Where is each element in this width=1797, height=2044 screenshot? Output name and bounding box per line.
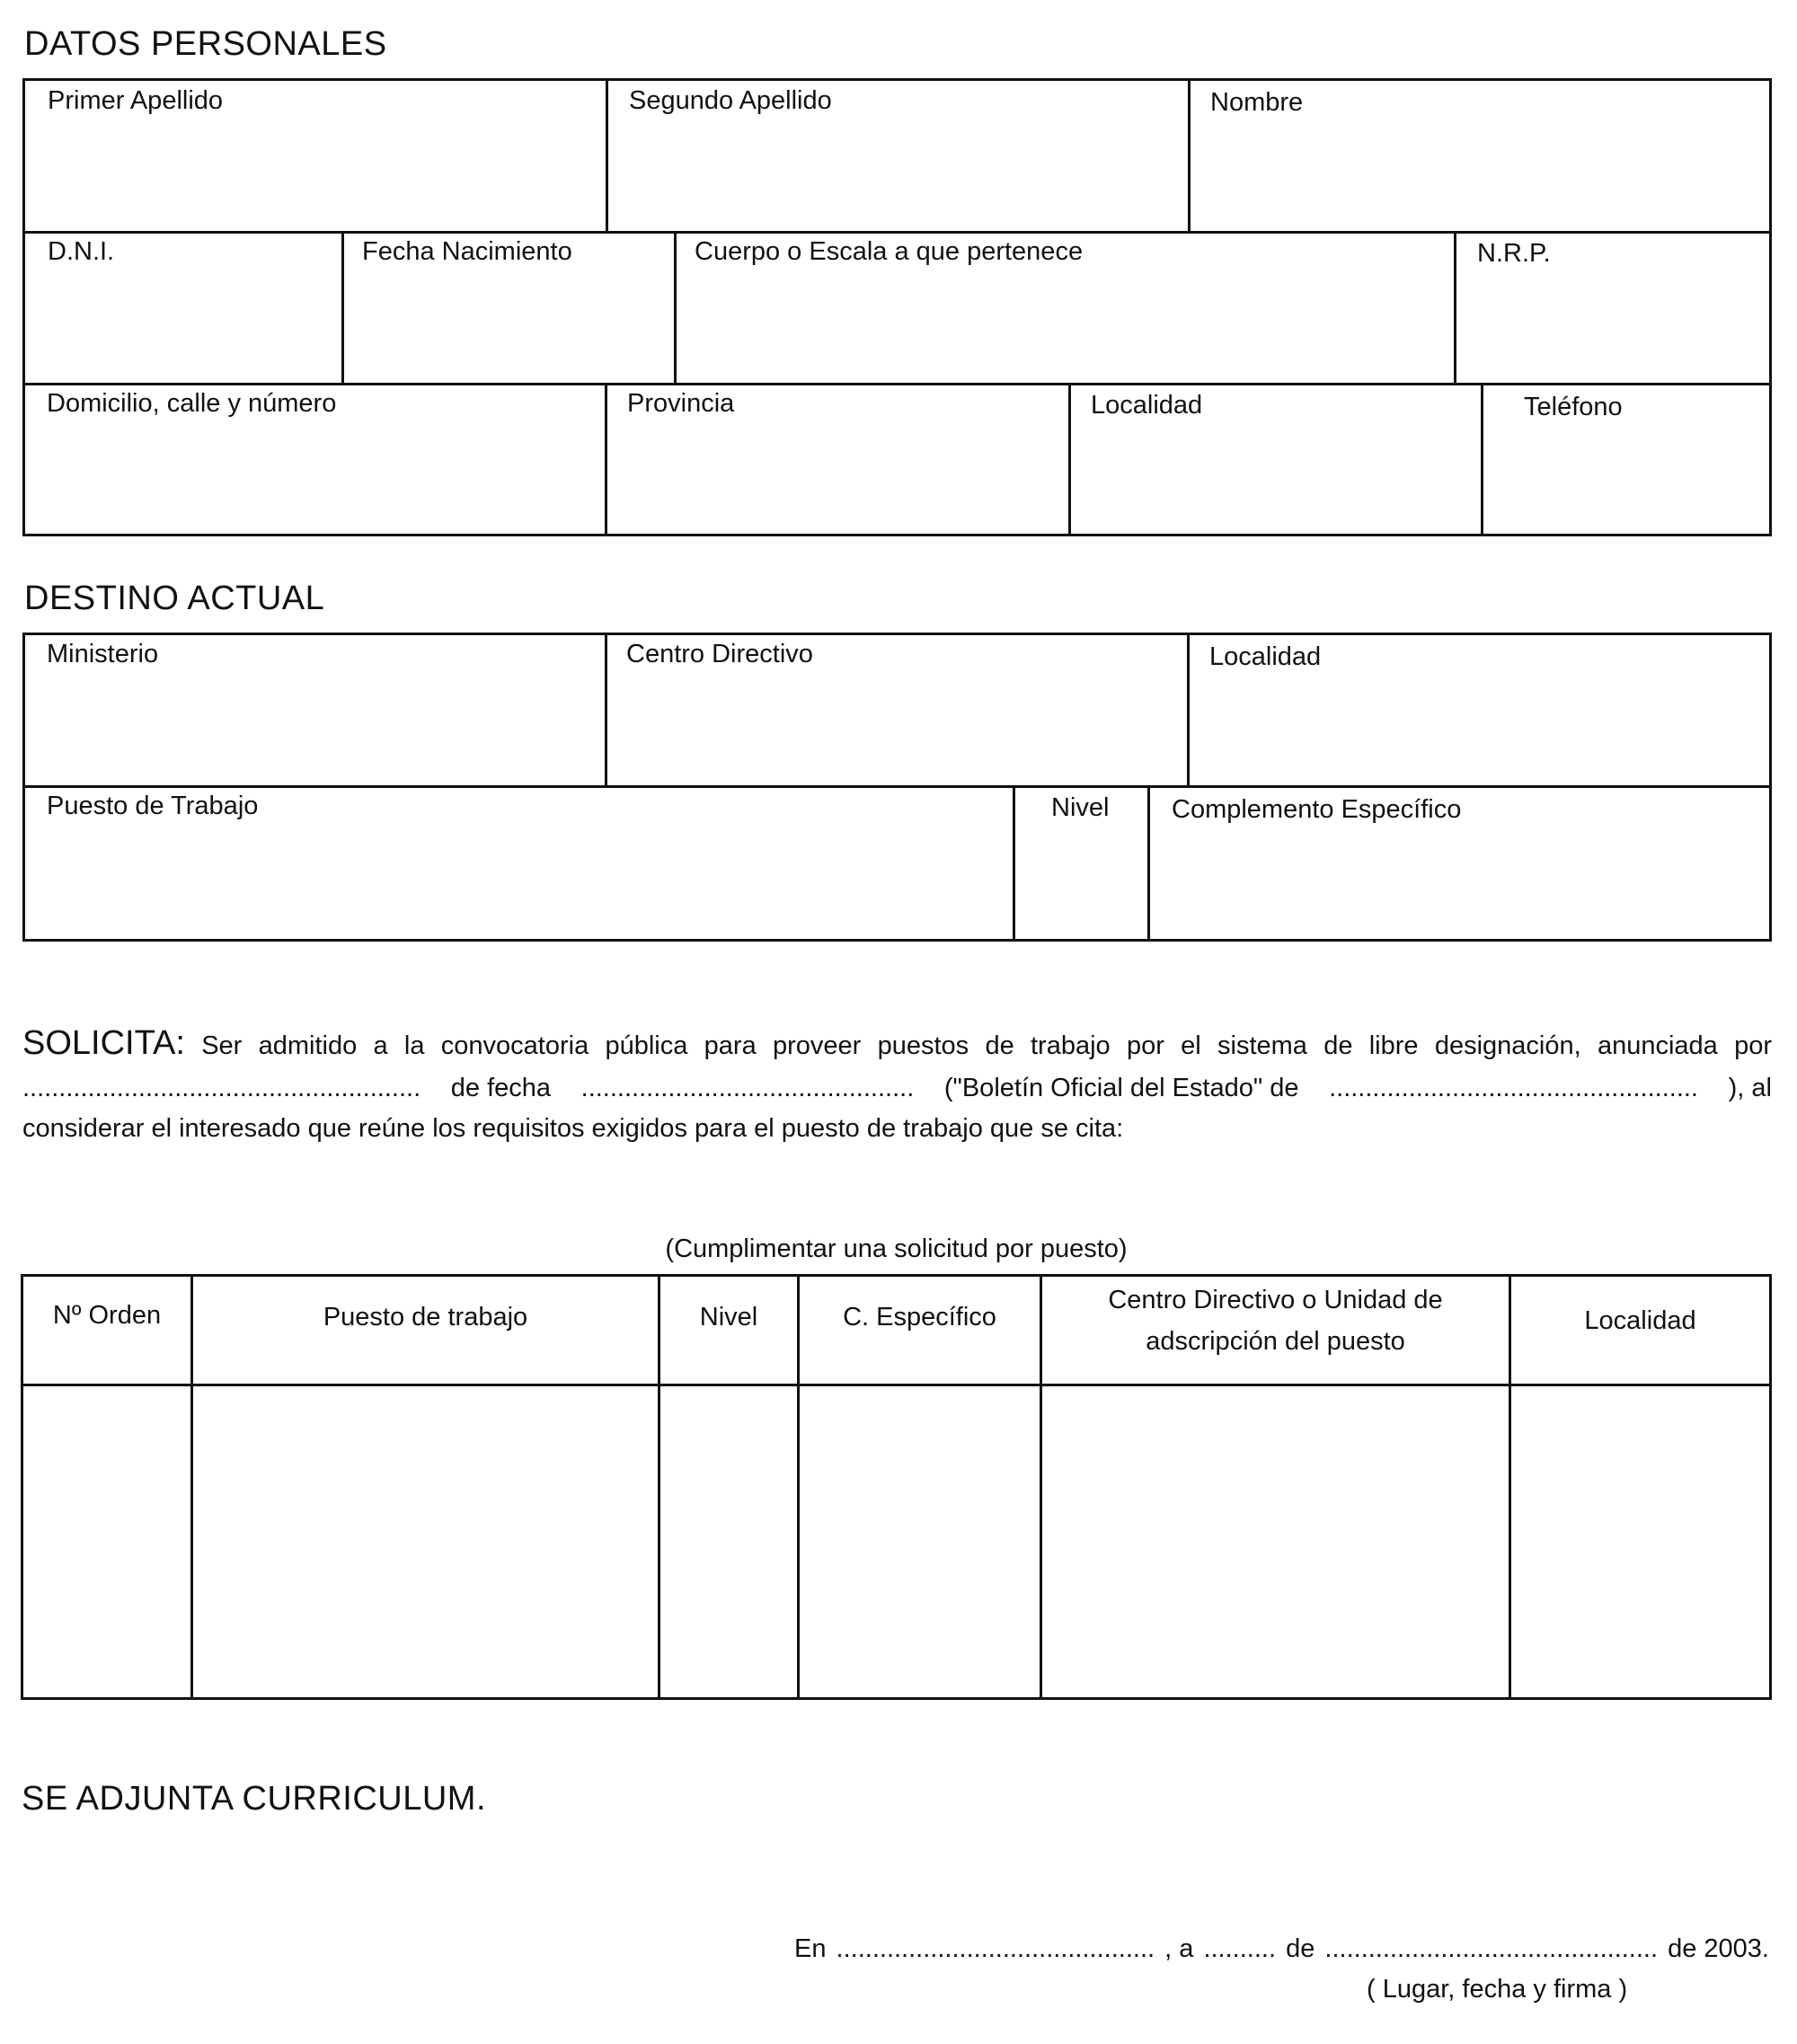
primer-apellido-label: Primer Apellido (48, 86, 224, 115)
provincia-field[interactable] (607, 385, 1068, 536)
solicita-line1 (22, 1022, 1772, 1067)
firma-caption: ( Lugar, fecha y firma ) (1367, 1975, 1628, 2004)
orden-input[interactable] (23, 1386, 190, 1697)
table-caption: (Cumplimentar una solicitud por puesto) (665, 1234, 1128, 1263)
puesto-input[interactable] (193, 1386, 658, 1697)
localidad-input[interactable] (1511, 1386, 1769, 1697)
especifico-input[interactable] (800, 1386, 1040, 1697)
nombre-label: Nombre (1210, 88, 1304, 117)
solicita-text: Ser admitido a la convocatoria pública para proveer puestos de trabajo por el sistema de libre designación, anunciada por (201, 1031, 1772, 1060)
centro-directivo-label: Centro Directivo (626, 640, 813, 668)
header-centro (1042, 1279, 1509, 1362)
puesto-trabajo-field[interactable] (25, 788, 1013, 939)
datos-personales-box (22, 78, 1772, 536)
fecha-blank[interactable]: .............................................. (580, 1074, 915, 1102)
mes-blank[interactable]: .............................................. (1324, 1934, 1659, 1963)
puestos-table (21, 1274, 1772, 1700)
anunciada-por-blank[interactable]: ....................................................... (22, 1074, 421, 1102)
a-text: , a (1164, 1934, 1194, 1963)
destino-actual-heading: DESTINO ACTUAL (24, 580, 325, 617)
header-nivel: Nivel (699, 1303, 758, 1332)
domicilio-field[interactable] (25, 385, 605, 536)
adjunta-curriculum: SE ADJUNTA CURRICULUM. (22, 1780, 487, 1818)
header-especifico: C. Específico (843, 1303, 996, 1332)
puesto-trabajo-label: Puesto de Trabajo (47, 792, 259, 820)
cuerpo-escala-label: Cuerpo o Escala a que pertenece (695, 237, 1084, 266)
fecha-nacimiento-label: Fecha Nacimiento (362, 237, 572, 266)
nivel-input[interactable] (660, 1386, 797, 1697)
localidad-label: Localidad (1091, 391, 1203, 420)
complemento-especifico-label: Complemento Específico (1172, 795, 1462, 824)
de-text: de (1286, 1934, 1315, 1963)
dia-blank[interactable]: .......... (1203, 1934, 1277, 1963)
cuerpo-escala-field[interactable] (677, 234, 1454, 383)
solicita-line2 (22, 1067, 1772, 1110)
nivel-field[interactable] (1015, 788, 1147, 939)
ministerio-label: Ministerio (47, 640, 159, 668)
solicita-line3: considerar el interesado que reúne los requisitos exigidos para el puesto de trabajo que se cita: (22, 1114, 1124, 1143)
fecha-nacimiento-field[interactable] (344, 234, 674, 383)
lugar-blank[interactable]: ............................................ (836, 1934, 1155, 1963)
primer-apellido-field[interactable] (25, 81, 606, 231)
nrp-label: N.R.P. (1477, 239, 1551, 268)
telefono-field[interactable] (1483, 385, 1769, 536)
provincia-label: Provincia (627, 389, 735, 418)
boe-text: ("Boletín Oficial del Estado" de (943, 1074, 1299, 1102)
header-centro-line1: Centro Directivo o Unidad de (1108, 1286, 1443, 1314)
destino-localidad-field[interactable] (1190, 635, 1769, 785)
dni-field[interactable] (25, 234, 341, 383)
centro-input[interactable] (1042, 1386, 1509, 1697)
solicita-word: SOLICITA: (22, 1024, 185, 1062)
en-text: En (794, 1934, 827, 1963)
domicilio-label: Domicilio, calle y número (47, 389, 337, 418)
de-fecha-text: de fecha (450, 1074, 552, 1102)
header-puesto: Puesto de trabajo (323, 1303, 528, 1332)
ministerio-field[interactable] (25, 635, 605, 785)
localidad-field[interactable] (1071, 385, 1481, 536)
firma-line (794, 1928, 1769, 1970)
nombre-field[interactable] (1191, 81, 1769, 231)
dni-label: D.N.I. (48, 237, 115, 266)
al-text: ), al (1728, 1074, 1772, 1102)
centro-directivo-field[interactable] (607, 635, 1187, 785)
segundo-apellido-field[interactable] (608, 81, 1188, 231)
destino-localidad-label: Localidad (1209, 642, 1322, 671)
header-orden: Nº Orden (52, 1301, 162, 1330)
header-centro-line2: adscripción del puesto (1146, 1327, 1405, 1356)
boe-fecha-blank[interactable]: ................................................... (1329, 1074, 1698, 1102)
destino-actual-box (22, 633, 1772, 942)
datos-personales-heading: DATOS PERSONALES (24, 25, 387, 63)
nivel-label: Nivel (1051, 793, 1110, 822)
segundo-apellido-label: Segundo Apellido (629, 86, 832, 115)
nrp-field[interactable] (1456, 234, 1769, 383)
complemento-especifico-field[interactable] (1150, 788, 1769, 939)
year-text: de 2003. (1668, 1934, 1769, 1963)
header-localidad: Localidad (1584, 1306, 1696, 1335)
telefono-label: Teléfono (1524, 393, 1623, 421)
